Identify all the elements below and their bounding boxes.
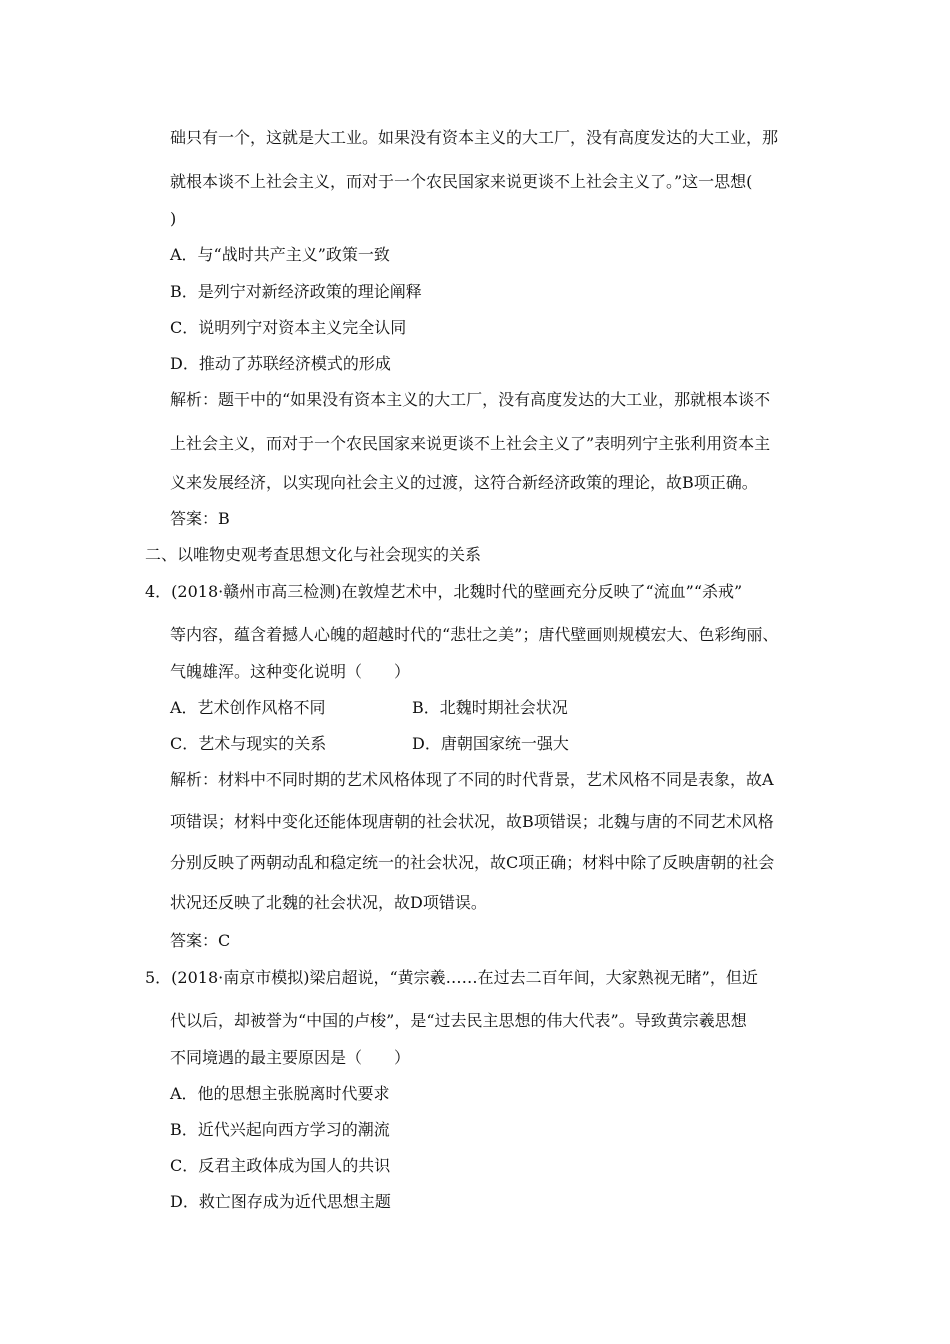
q3-analysis-line-3: 义来发展经济，以实现向社会主义的过渡，这符合新经济政策的理论，故B项正确。 <box>170 473 758 492</box>
q4-option-b: B．北魏时期社会状况 <box>412 698 568 717</box>
q5-option-c: C．反君主政体成为国人的共识 <box>170 1156 391 1175</box>
q5-stem-line-2: 代以后，却被誉为“中国的卢梭”，是“过去民主思想的伟大代表”。导致黄宗羲思想 <box>170 1011 747 1030</box>
q4-option-c: C．艺术与现实的关系 <box>170 734 327 753</box>
q5-option-a: A．他的思想主张脱离时代要求 <box>170 1084 390 1103</box>
q5-option-b: B．近代兴起向西方学习的潮流 <box>170 1120 390 1139</box>
q5-option-d: D．救亡图存成为近代思想主题 <box>170 1192 391 1211</box>
q3-analysis-line-2: 上社会主义，而对于一个农民国家来说更谈不上社会主义了”表明列宁主张利用资本主 <box>170 434 771 453</box>
q3-option-a: A．与“战时共产主义”政策一致 <box>170 245 390 264</box>
q4-analysis-line-4: 状况还反映了北魏的社会状况，故D项错误。 <box>170 893 487 912</box>
q3-stem-line-1: 础只有一个，这就是大工业。如果没有资本主义的大工厂，没有高度发达的大工业，那 <box>170 128 779 147</box>
q4-analysis-line-1: 解析：材料中不同时期的艺术风格体现了不同的时代背景，艺术风格不同是表象，故A <box>170 770 774 789</box>
q4-analysis-line-3: 分别反映了两朝动乱和稳定统一的社会状况，故C项正确；材料中除了反映唐朝的社会 <box>170 853 775 872</box>
q5-stem-line-3: 不同境遇的最主要原因是（ ） <box>170 1048 411 1067</box>
q4-answer: 答案：C <box>170 931 231 950</box>
q3-answer: 答案：B <box>170 509 230 528</box>
section-heading: 二、以唯物史观考查思想文化与社会现实的关系 <box>145 545 482 564</box>
q4-option-d: D．唐朝国家统一强大 <box>412 734 569 753</box>
q3-option-c: C．说明列宁对资本主义完全认同 <box>170 318 407 337</box>
q5-stem-line-1: 5．(2018·南京市模拟)梁启超说，“黄宗羲……在过去二百年间，大家熟视无睹”，但近 <box>145 968 758 987</box>
q3-stem-line-2: 就根本谈不上社会主义，而对于一个农民国家来说更谈不上社会主义了。”这一思想( <box>170 172 753 191</box>
q4-stem-line-3: 气魄雄浑。这种变化说明（ ） <box>170 662 411 681</box>
q3-option-d: D．推动了苏联经济模式的形成 <box>170 354 391 373</box>
q4-analysis-line-2: 项错误；材料中变化还能体现唐朝的社会状况，故B项错误；北魏与唐的不同艺术风格 <box>170 812 774 831</box>
q4-stem-line-2: 等内容，蕴含着撼人心魄的超越时代的“悲壮之美”；唐代壁画则规模宏大、色彩绚丽、 <box>170 625 779 644</box>
q4-option-a: A．艺术创作风格不同 <box>170 698 326 717</box>
q4-stem-line-1: 4．(2018·赣州市高三检测)在敦煌艺术中，北魏时代的壁画充分反映了“流血”“杀戒” <box>145 582 743 601</box>
q3-stem-line-3: ) <box>170 209 177 228</box>
q3-analysis-line-1: 解析：题干中的“如果没有资本主义的大工厂，没有高度发达的大工业，那就根本谈不 <box>170 390 771 409</box>
q3-option-b: B．是列宁对新经济政策的理论阐释 <box>170 282 422 301</box>
